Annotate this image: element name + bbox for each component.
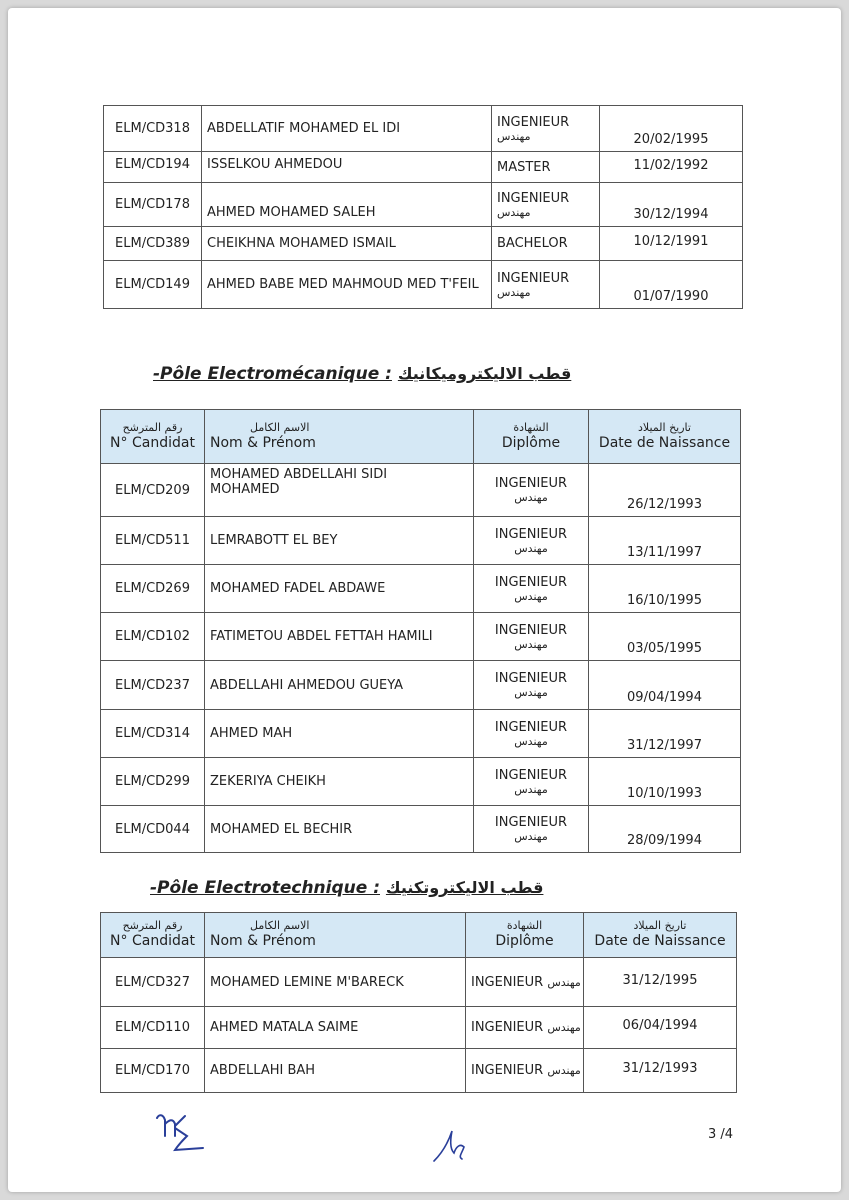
table-row bbox=[104, 227, 743, 261]
table-row bbox=[101, 565, 741, 613]
header-birthdate: تاريخ الميلاد Date de Naissance bbox=[589, 410, 741, 464]
candidate-id: ELM/CD314 bbox=[101, 710, 205, 758]
electrotechnique-table bbox=[100, 912, 737, 1093]
candidate-diploma: INGENIEUR مهندس bbox=[474, 464, 589, 517]
candidate-id: ELM/CD149 bbox=[104, 261, 202, 309]
table-row bbox=[101, 758, 741, 806]
candidate-diploma: BACHELOR bbox=[492, 227, 600, 261]
section-title-electromecanique bbox=[153, 364, 571, 384]
table-row bbox=[104, 152, 743, 183]
candidate-name: ISSELKOU AHMEDOU bbox=[202, 152, 492, 183]
table-header-row bbox=[101, 913, 737, 958]
candidate-diploma: INGENIEUR مهندس bbox=[466, 958, 584, 1007]
table-row bbox=[101, 1007, 737, 1049]
candidate-name: ABDELLATIF MOHAMED EL IDI bbox=[202, 106, 492, 152]
candidate-id: ELM/CD209 bbox=[101, 464, 205, 517]
electromecanique-table bbox=[100, 409, 741, 853]
candidate-birthdate: 31/12/1993 bbox=[584, 1049, 737, 1093]
section-title-fr: -Pôle Electromécanique : bbox=[153, 364, 392, 384]
candidate-name: LEMRABOTT EL BEY bbox=[205, 517, 474, 565]
candidate-id: ELM/CD110 bbox=[101, 1007, 205, 1049]
candidate-birthdate: 10/12/1991 bbox=[600, 227, 743, 261]
candidate-diploma: INGENIEUR مهندس bbox=[474, 806, 589, 853]
table-header-row bbox=[101, 410, 741, 464]
candidate-birthdate: 31/12/1995 bbox=[584, 958, 737, 1007]
candidate-diploma: INGENIEUR مهندس bbox=[474, 517, 589, 565]
candidate-birthdate: 11/02/1992 bbox=[600, 152, 743, 183]
candidate-birthdate: 20/02/1995 bbox=[600, 106, 743, 152]
header-name: الاسم الكامل Nom & Prénom bbox=[205, 913, 466, 958]
signature-right-icon bbox=[428, 1123, 478, 1168]
candidate-name: AHMED MAH bbox=[205, 710, 474, 758]
candidate-name: CHEIKHNA MOHAMED ISMAIL bbox=[202, 227, 492, 261]
candidate-birthdate: 16/10/1995 bbox=[589, 565, 741, 613]
header-birthdate: تاريخ الميلاد Date de Naissance bbox=[584, 913, 737, 958]
candidate-id: ELM/CD389 bbox=[104, 227, 202, 261]
candidate-name: MOHAMED LEMINE M'BARECK bbox=[205, 958, 466, 1007]
candidate-name: AHMED MOHAMED SALEH bbox=[202, 183, 492, 227]
candidate-diploma: INGENIEUR مهندس bbox=[474, 710, 589, 758]
candidate-diploma: INGENIEUR مهندس bbox=[474, 565, 589, 613]
candidate-birthdate: 26/12/1993 bbox=[589, 464, 741, 517]
candidate-id: ELM/CD327 bbox=[101, 958, 205, 1007]
section-title-electrotechnique bbox=[150, 878, 543, 898]
candidate-diploma: INGENIEUR مهندس bbox=[492, 106, 600, 152]
table-row bbox=[101, 464, 741, 517]
candidate-name: AHMED MATALA SAIME bbox=[205, 1007, 466, 1049]
candidate-birthdate: 31/12/1997 bbox=[589, 710, 741, 758]
candidate-birthdate: 03/05/1995 bbox=[589, 613, 741, 661]
candidate-birthdate: 30/12/1994 bbox=[600, 183, 743, 227]
candidate-birthdate: 10/10/1993 bbox=[589, 758, 741, 806]
table-row bbox=[101, 1049, 737, 1093]
candidate-name: ABDELLAHI AHMEDOU GUEYA bbox=[205, 661, 474, 710]
candidate-diploma: INGENIEUR مهندس bbox=[466, 1007, 584, 1049]
candidate-id: ELM/CD102 bbox=[101, 613, 205, 661]
candidate-id: ELM/CD237 bbox=[101, 661, 205, 710]
candidate-name: ZEKERIYA CHEIKH bbox=[205, 758, 474, 806]
header-name: الاسم الكامل Nom & Prénom bbox=[205, 410, 474, 464]
candidate-id: ELM/CD170 bbox=[101, 1049, 205, 1093]
candidate-id: ELM/CD044 bbox=[101, 806, 205, 853]
candidate-diploma: INGENIEUR مهندس bbox=[492, 183, 600, 227]
header-diploma: الشهادة Diplôme bbox=[466, 913, 584, 958]
table-row bbox=[104, 261, 743, 309]
candidate-birthdate: 09/04/1994 bbox=[589, 661, 741, 710]
candidate-name: MOHAMED EL BECHIR bbox=[205, 806, 474, 853]
candidate-birthdate: 28/09/1994 bbox=[589, 806, 741, 853]
header-candidate-id: رقم المترشح N° Candidat bbox=[101, 913, 205, 958]
candidate-diploma: INGENIEUR مهندس bbox=[492, 261, 600, 309]
table-row bbox=[101, 710, 741, 758]
table-row bbox=[101, 806, 741, 853]
table-row bbox=[101, 958, 737, 1007]
candidate-id: ELM/CD269 bbox=[101, 565, 205, 613]
candidate-name: FATIMETOU ABDEL FETTAH HAMILI bbox=[205, 613, 474, 661]
table-row bbox=[104, 183, 743, 227]
candidate-birthdate: 13/11/1997 bbox=[589, 517, 741, 565]
candidates-table-continued bbox=[103, 105, 743, 309]
candidate-diploma: INGENIEUR مهندس bbox=[474, 661, 589, 710]
page-number: 3 /4 bbox=[707, 1127, 733, 1142]
candidate-birthdate: 01/07/1990 bbox=[600, 261, 743, 309]
candidate-birthdate: 06/04/1994 bbox=[584, 1007, 737, 1049]
table-row bbox=[104, 106, 743, 152]
section-title-fr: -Pôle Electrotechnique : bbox=[150, 878, 380, 898]
candidate-name: MOHAMED ABDELLAHI SIDI MOHAMED bbox=[205, 464, 474, 517]
candidate-id: ELM/CD194 bbox=[104, 152, 202, 183]
candidate-name: MOHAMED FADEL ABDAWE bbox=[205, 565, 474, 613]
document-page bbox=[8, 8, 841, 1192]
section-title-ar: قطب الاليكتروتكنيك bbox=[385, 878, 544, 897]
signature-left-icon bbox=[153, 1106, 213, 1156]
table-row bbox=[101, 517, 741, 565]
candidate-id: ELM/CD511 bbox=[101, 517, 205, 565]
table-row bbox=[101, 661, 741, 710]
candidate-name: AHMED BABE MED MAHMOUD MED T'FEIL bbox=[202, 261, 492, 309]
candidate-id: ELM/CD299 bbox=[101, 758, 205, 806]
header-diploma: الشهادة Diplôme bbox=[474, 410, 589, 464]
section-title-ar: قطب الاليكتروميكانيك bbox=[397, 364, 572, 383]
candidate-name: ABDELLAHI BAH bbox=[205, 1049, 466, 1093]
header-candidate-id: رقم المترشح N° Candidat bbox=[101, 410, 205, 464]
candidate-diploma: INGENIEUR مهندس bbox=[466, 1049, 584, 1093]
candidate-diploma: MASTER bbox=[492, 152, 600, 183]
candidate-diploma: INGENIEUR مهندس bbox=[474, 758, 589, 806]
candidate-id: ELM/CD318 bbox=[104, 106, 202, 152]
candidate-diploma: INGENIEUR مهندس bbox=[474, 613, 589, 661]
candidate-id: ELM/CD178 bbox=[104, 183, 202, 227]
table-row bbox=[101, 613, 741, 661]
